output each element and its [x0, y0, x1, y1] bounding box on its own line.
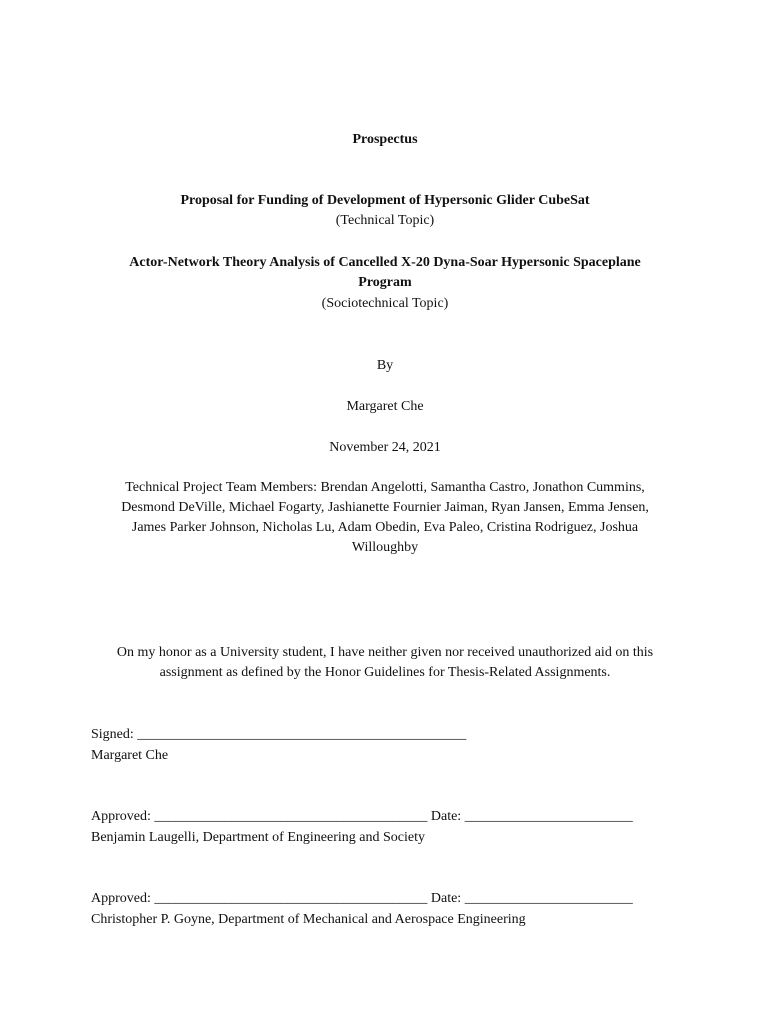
sociotechnical-topic-title-line2: Program — [358, 275, 412, 290]
team-members-line: James Parker Johnson, Nicholas Lu, Adam Obedin, Eva Paleo, Cristina Rodriguez, Joshua — [131, 520, 639, 535]
team-members-line: Willoughby — [351, 540, 419, 555]
submission-date: November 24, 2021 — [329, 440, 441, 455]
team-members-paragraph — [92, 478, 678, 558]
technical-topic-title: Proposal for Funding of Development of Hypersonic Glider CubeSat — [180, 193, 590, 208]
approver-name-1: Benjamin Laugelli, Department of Engineering and Society — [91, 830, 425, 845]
approval-line-2: Approved: _______________________________________ Date: ________________________ — [91, 891, 633, 906]
signature-line: Signed: _______________________________________________ — [91, 727, 467, 742]
approval-line-1: Approved: _______________________________________ Date: ________________________ — [91, 809, 633, 824]
technical-topic-label: (Technical Topic) — [335, 213, 435, 228]
by-label: By — [376, 358, 394, 373]
sociotechnical-topic-title-line1: Actor-Network Theory Analysis of Cancelled X-20 Dyna-Soar Hypersonic Spaceplane — [129, 255, 641, 270]
approver-name-2: Christopher P. Goyne, Department of Mechanical and Aerospace Engineering — [91, 912, 526, 927]
page-heading: Prospectus — [352, 132, 418, 147]
honor-pledge-line: On my honor as a University student, I have neither given nor received unauthorized aid on this — [116, 645, 654, 660]
sociotechnical-topic-label: (Sociotechnical Topic) — [321, 296, 449, 311]
team-members-line: Technical Project Team Members: Brendan Angelotti, Samantha Castro, Jonathon Cummins, — [125, 480, 645, 495]
author-name: Margaret Che — [346, 399, 424, 414]
signer-name: Margaret Che — [91, 748, 169, 763]
honor-pledge-line: assignment as defined by the Honor Guidelines for Thesis-Related Assignments. — [159, 665, 611, 680]
team-members-line: Desmond DeVille, Michael Fogarty, Jashianette Fournier Jaiman, Ryan Jansen, Emma Jensen, — [121, 500, 649, 515]
honor-pledge — [92, 643, 678, 683]
